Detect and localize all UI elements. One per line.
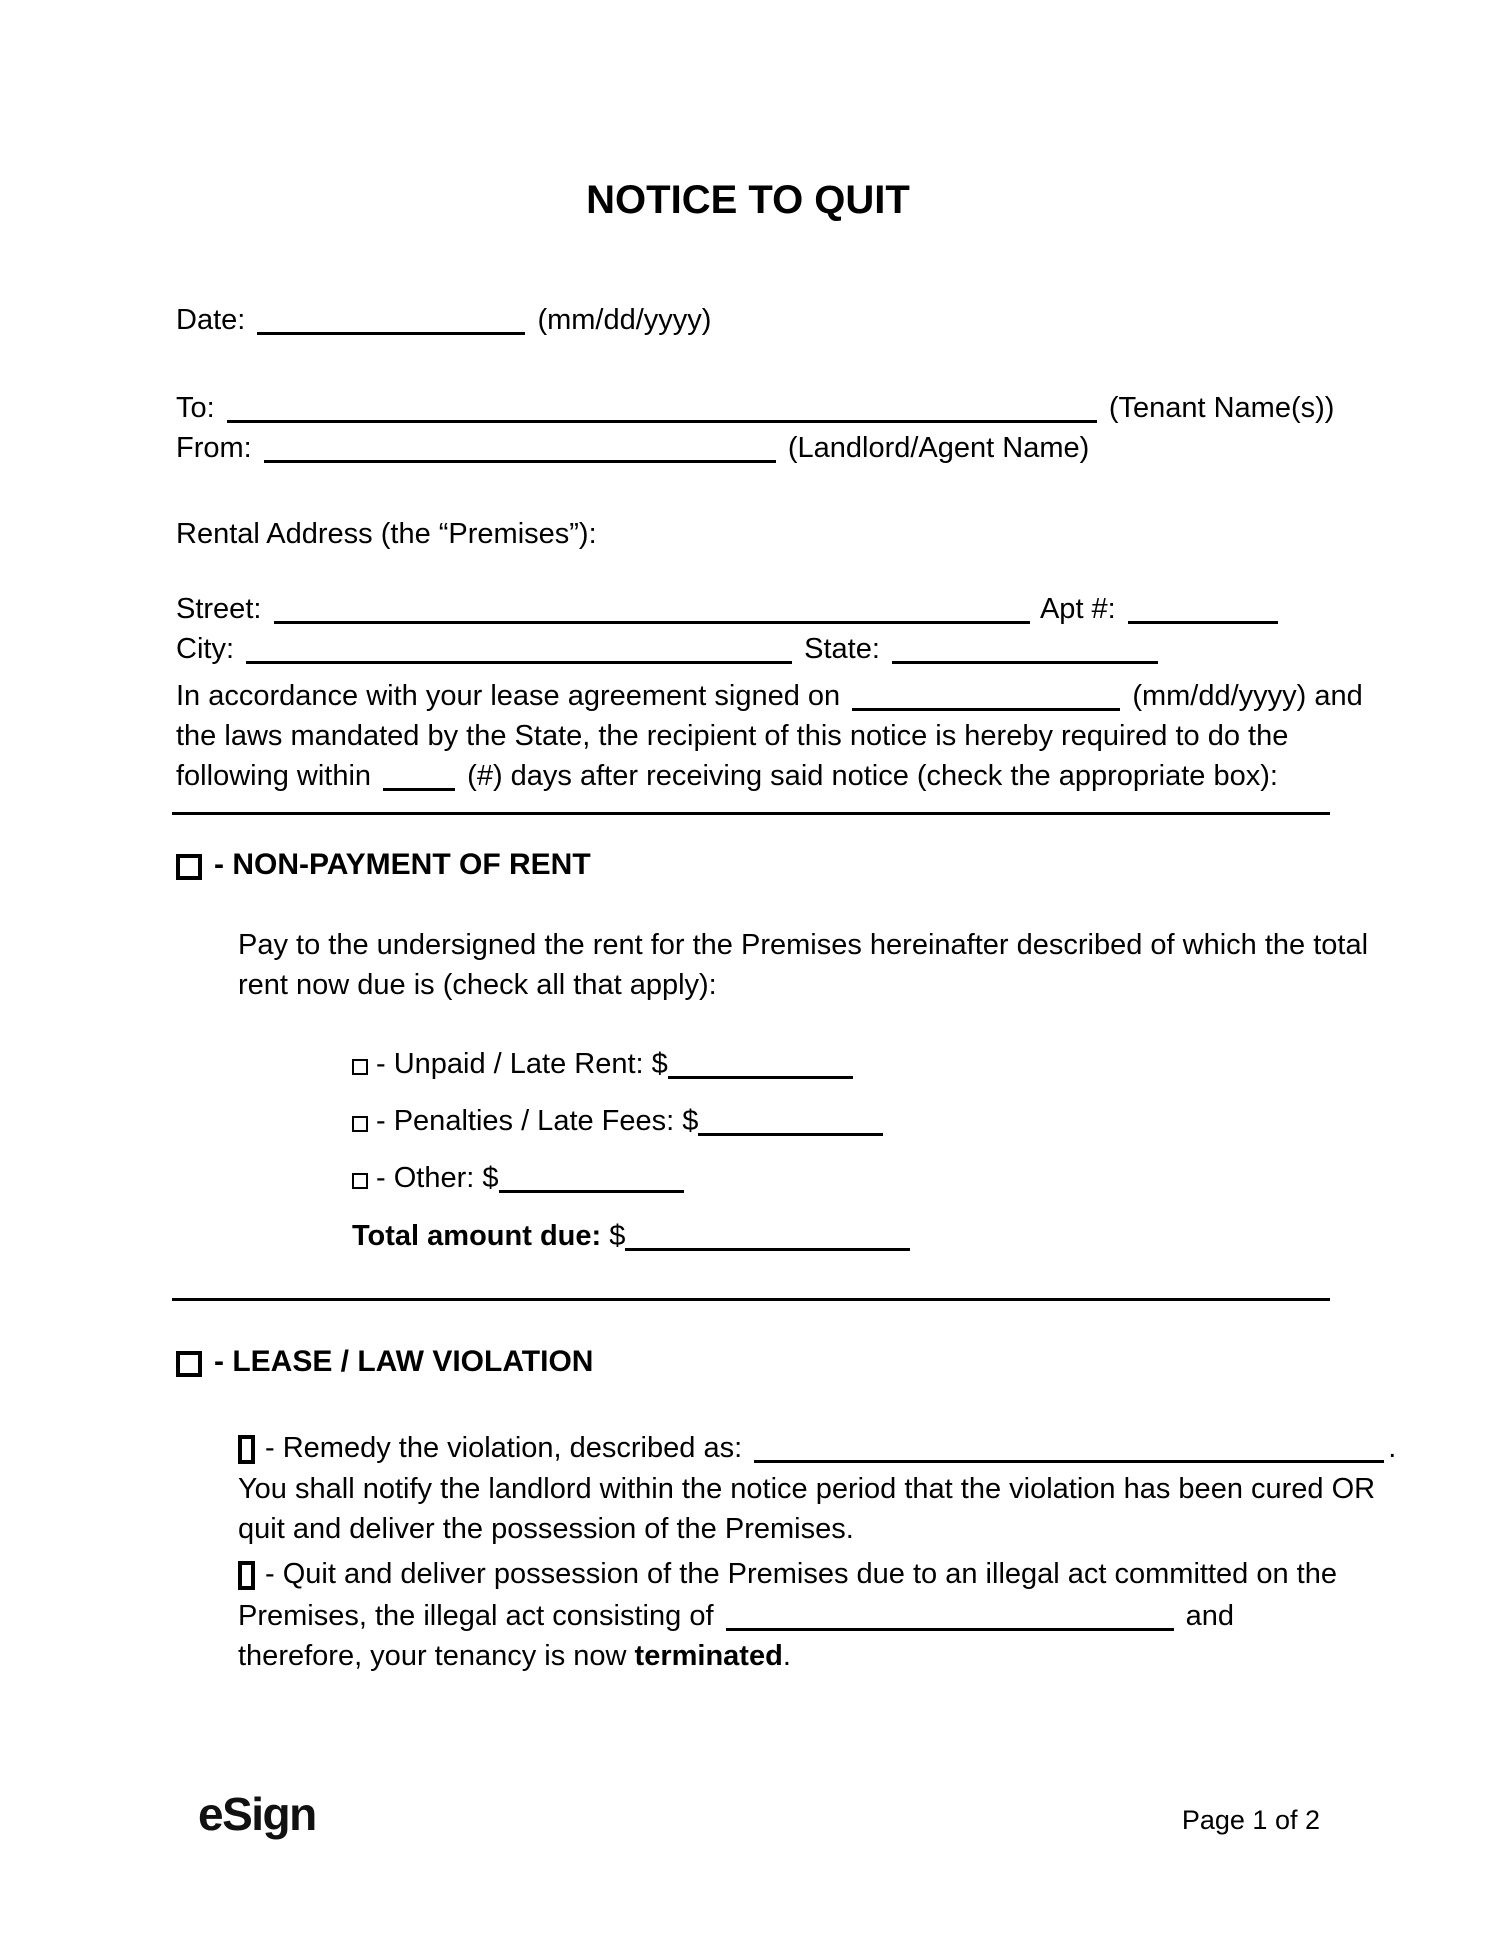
remedy-line2: You shall notify the landlord within the notice period that the violation has been cured OR — [238, 1473, 1376, 1505]
quit-line3-text: therefore, your tenancy is now — [238, 1640, 635, 1672]
street-row — [176, 589, 1282, 629]
remedy-period: . — [1388, 1432, 1397, 1464]
total-due-blank[interactable] — [625, 1248, 910, 1251]
city-blank[interactable] — [246, 661, 792, 664]
remedy-violation-row — [238, 1428, 1396, 1468]
unpaid-rent-row — [352, 1044, 853, 1084]
landlord-name-blank[interactable] — [264, 460, 776, 463]
esign-logo: eSign — [198, 1788, 316, 1840]
terminated-emphasis: terminated — [634, 1640, 783, 1672]
to-row — [176, 388, 1334, 428]
date-format-hint: (mm/dd/yyyy) — [537, 304, 712, 336]
city-label: City: — [176, 633, 234, 665]
lease-clause-line3-suffix: (#) days after receiving said notice (check the appropriate box): — [467, 760, 1278, 792]
quit-line3-period: . — [782, 1640, 791, 1672]
other-amount-blank[interactable] — [499, 1190, 684, 1193]
late-fees-amount-blank[interactable] — [698, 1133, 883, 1136]
quit-label: - Quit and deliver possession of the Premises due to an illegal act committed on the — [265, 1558, 1337, 1590]
lease-clause-line3-text: following within — [176, 760, 372, 792]
nonpayment-intro-line2: rent now due is (check all that apply): — [238, 969, 717, 1001]
quit-line3 — [238, 1636, 791, 1676]
to-label: To: — [176, 392, 215, 424]
nonpayment-section-heading-row — [176, 845, 591, 885]
violation-description-blank[interactable] — [754, 1460, 1384, 1463]
signed-date-blank[interactable] — [852, 708, 1120, 711]
nonpayment-checkbox[interactable] — [176, 854, 202, 880]
city-row — [176, 629, 1162, 669]
quit-line2 — [238, 1596, 1234, 1636]
apt-label: Apt #: — [1039, 593, 1116, 625]
section-divider — [172, 812, 1330, 815]
quit-deliver-row — [238, 1554, 1337, 1594]
lease-clause-line2: the laws mandated by the State, the recipient of this notice is hereby required to do the — [176, 720, 1289, 752]
section-divider — [172, 1298, 1330, 1301]
date-label: Date: — [176, 304, 246, 336]
unpaid-rent-label: - Unpaid / Late Rent: $ — [376, 1048, 668, 1080]
state-blank[interactable] — [892, 661, 1158, 664]
tenant-name-blank[interactable] — [227, 420, 1097, 423]
page-title: NOTICE TO QUIT — [586, 178, 910, 222]
from-label: From: — [176, 432, 252, 464]
lease-clause-line1-hint: (mm/dd/yyyy) and — [1132, 680, 1363, 712]
nonpayment-heading: - NON-PAYMENT OF RENT — [214, 848, 591, 881]
total-due-label: Total amount due: — [352, 1220, 602, 1252]
date-blank[interactable] — [257, 332, 525, 335]
violation-checkbox[interactable] — [176, 1351, 202, 1377]
quit-line2-suffix: and — [1185, 1600, 1235, 1632]
page-number: Page 1 of 2 — [1181, 1805, 1320, 1835]
illegal-act-blank[interactable] — [726, 1628, 1174, 1631]
total-due-currency: $ — [609, 1220, 626, 1252]
other-checkbox[interactable] — [352, 1173, 368, 1189]
unpaid-rent-checkbox[interactable] — [352, 1059, 368, 1075]
date-row — [176, 300, 711, 340]
late-fees-row — [352, 1101, 883, 1141]
rental-address-label: Rental Address (the “Premises”): — [176, 518, 597, 550]
street-blank[interactable] — [274, 621, 1030, 624]
street-label: Street: — [176, 593, 262, 625]
other-label: - Other: $ — [376, 1162, 499, 1194]
notice-days-blank[interactable] — [383, 788, 455, 791]
remedy-checkbox[interactable] — [238, 1435, 255, 1464]
violation-heading: - LEASE / LAW VIOLATION — [214, 1345, 594, 1378]
other-amount-row — [352, 1158, 684, 1198]
late-fees-label: - Penalties / Late Fees: $ — [376, 1105, 699, 1137]
lease-clause-line3 — [176, 756, 1278, 796]
total-due-row — [352, 1216, 910, 1256]
remedy-line3: quit and deliver the possession of the Premises. — [238, 1513, 854, 1545]
quit-line2-text: Premises, the illegal act consisting of — [238, 1600, 714, 1632]
late-fees-checkbox[interactable] — [352, 1116, 368, 1132]
unpaid-rent-amount-blank[interactable] — [668, 1076, 853, 1079]
tenant-name-hint: (Tenant Name(s)) — [1108, 392, 1335, 424]
lease-clause-line1 — [176, 676, 1363, 716]
nonpayment-intro-line1: Pay to the undersigned the rent for the Premises hereinafter described of which the total — [238, 929, 1369, 961]
lease-clause-line1-text: In accordance with your lease agreement signed on — [176, 680, 841, 712]
state-label: State: — [804, 633, 880, 665]
landlord-name-hint: (Landlord/Agent Name) — [787, 432, 1090, 464]
from-row — [176, 428, 1089, 468]
quit-checkbox[interactable] — [238, 1561, 255, 1590]
remedy-label: - Remedy the violation, described as: — [265, 1432, 743, 1464]
violation-section-heading-row — [176, 1342, 593, 1382]
apt-blank[interactable] — [1128, 621, 1278, 624]
